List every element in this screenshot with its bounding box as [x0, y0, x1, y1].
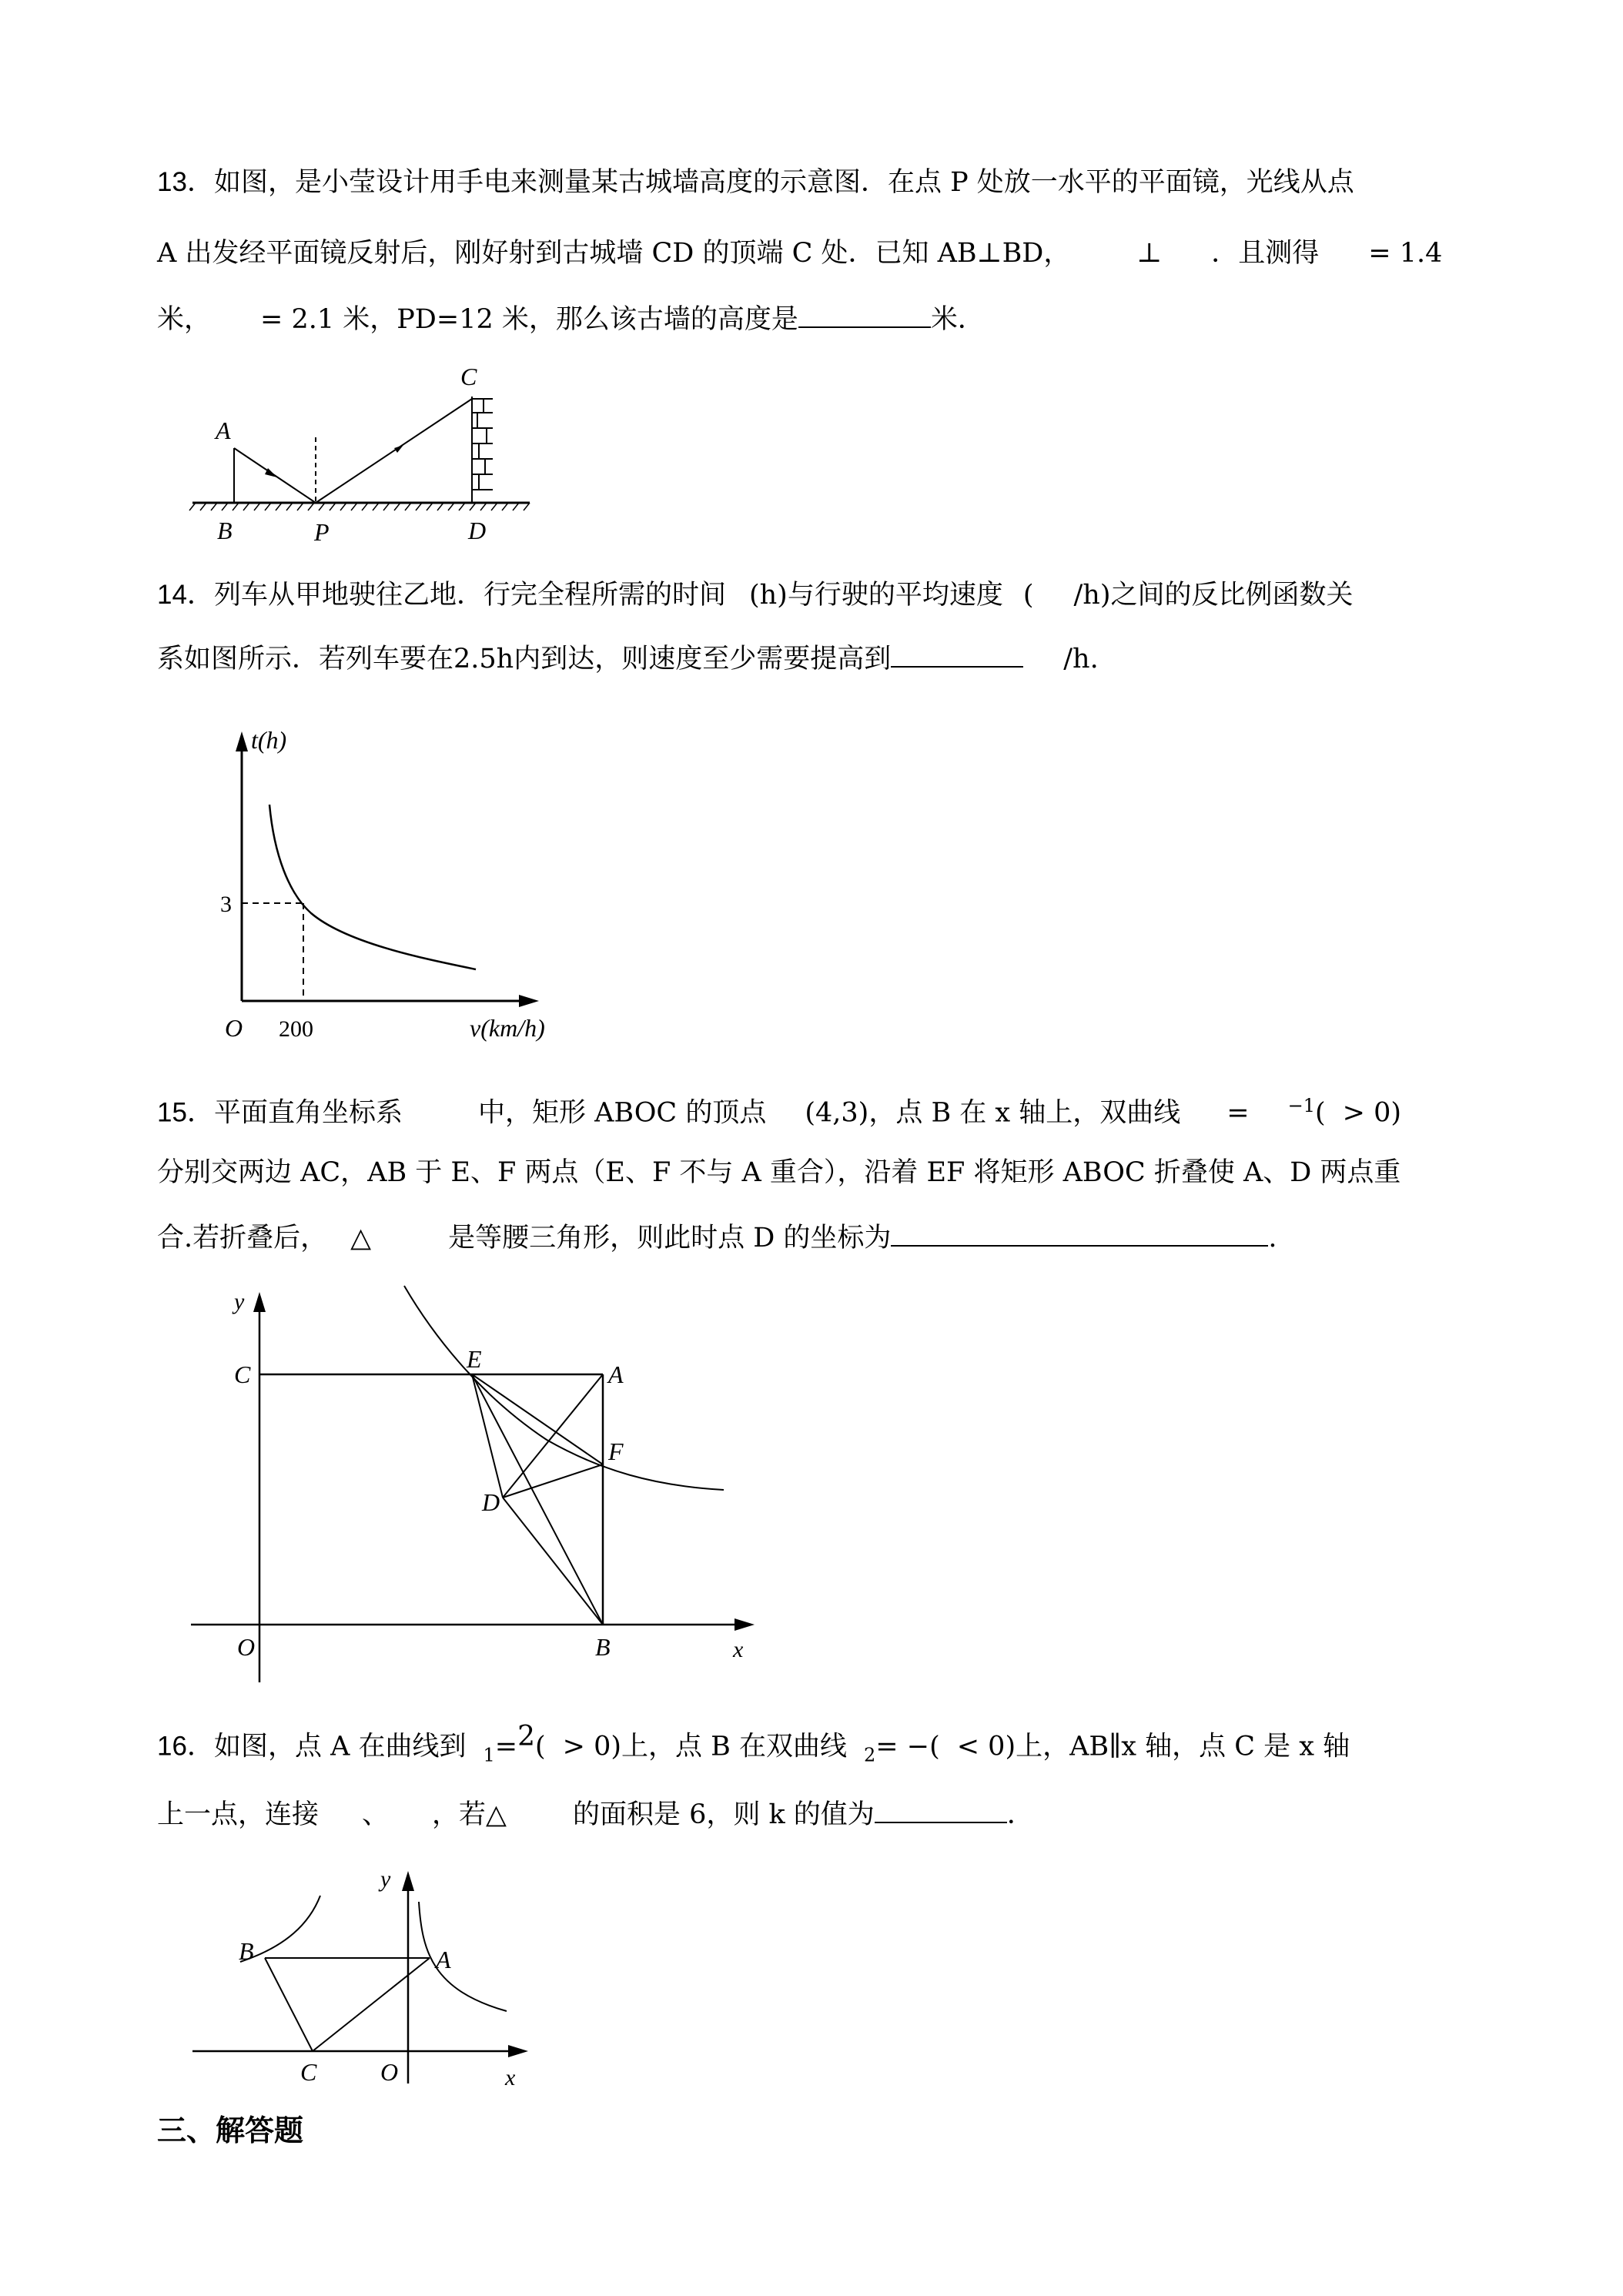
q16-text-2d: 的面积是 6，则 k 的值为	[572, 1799, 875, 1830]
q15-figure	[185, 1278, 770, 1694]
q16-equals-1: =	[494, 1731, 518, 1762]
q15-label-c: C	[234, 1361, 251, 1388]
q16-sub-1: 1	[483, 1744, 495, 1766]
q15-hyperbola	[404, 1286, 724, 1490]
q14-y-axis-label: t(h)	[251, 726, 287, 754]
q16-label-x: x	[505, 2065, 516, 2087]
q16-label-o: O	[380, 2058, 399, 2086]
q16-label-a: A	[436, 1946, 451, 1973]
q13-text-2a: A 出发经平面镜反射后，刚好射到古城墙 CD 的顶端 C 处．已知 AB⊥BD，	[157, 238, 1071, 269]
q16-sub-2: 2	[864, 1744, 876, 1766]
q13-label-b: B	[217, 517, 233, 544]
q13-line3	[157, 302, 985, 336]
q15-label-d: D	[482, 1488, 500, 1516]
q13-perp: ⊥	[1136, 238, 1163, 269]
q14-unit-h: (h)	[748, 580, 788, 611]
q15-text-1b: 中，矩形 ABOC 的顶点	[477, 1097, 767, 1129]
q16-condition-2: < 0)	[956, 1731, 1016, 1762]
q16-line1	[157, 1720, 1350, 1772]
q13-label-a: A	[216, 417, 231, 444]
q16-paren-2: (	[929, 1731, 940, 1762]
q14-origin-label: O	[225, 1014, 243, 1042]
q13-text-3c: 米．	[930, 304, 985, 335]
q15-text-2: 分别交两边 AC，AB 于 E、F 两点（E、F 不与 A 重合），沿着 EF 将矩形 ABOC 折叠使 A、D 两点重	[157, 1157, 1401, 1188]
q16-text-2e: ．	[1006, 1799, 1034, 1830]
q15-text-1d: ，点 B 在 x 轴上，双曲线	[868, 1097, 1181, 1129]
q13-text-3a: 米，	[157, 304, 212, 335]
q16-text-1l: 上，AB∥x 轴，点 C 是 x 轴	[1016, 1731, 1350, 1762]
q15-point-a: (4,3)	[805, 1097, 869, 1129]
q14-inverse-curve	[269, 805, 476, 969]
q15-line2	[157, 1156, 1400, 1190]
q15-label-x: x	[733, 1637, 744, 1662]
q14-graph	[208, 724, 593, 1047]
q14-text-1c: 与行驶的平均速度	[787, 580, 1003, 611]
q15-paren: (	[1315, 1097, 1326, 1129]
section-3-heading: 三、解答题	[157, 2114, 304, 2147]
q15-label-o: O	[237, 1633, 256, 1661]
q14-x-tick-200: 200	[279, 1016, 313, 1042]
q14-line2	[157, 641, 1099, 676]
q16-right-branch	[419, 1902, 507, 2011]
q15-text-3c: 是等腰三角形，则此时点 D 的坐标为	[448, 1223, 892, 1253]
q14-y-tick-3: 3	[220, 892, 232, 917]
q15-text-3a: 合.若折叠后，	[157, 1223, 328, 1253]
q13-label-d: D	[468, 517, 487, 544]
q14-line1	[157, 578, 1354, 612]
q15-label-f: F	[608, 1438, 624, 1465]
q13-answer-blank[interactable]	[798, 302, 931, 328]
q13-line1	[157, 166, 1354, 199]
q15-line3	[157, 1220, 1277, 1255]
q14-unit-perh: /h)	[1073, 580, 1111, 611]
q16-text-2c: ，若△	[432, 1799, 507, 1830]
q13-text-2c: ．且测得	[1211, 238, 1320, 269]
q15-condition: > 0)	[1342, 1097, 1402, 1129]
q14-text-2d: /h.	[1063, 644, 1099, 674]
q16-label-b: B	[239, 1937, 254, 1965]
q16-label-y: y	[380, 1866, 391, 1892]
q15-label-e: E	[467, 1345, 482, 1373]
q13-figure	[185, 354, 539, 547]
q13-line2	[157, 236, 1442, 270]
q15-text-3d: .	[1268, 1223, 1277, 1253]
q16-text-1a: ．如图，点 A 在曲线到	[186, 1731, 467, 1762]
q15-label-b: B	[595, 1633, 611, 1661]
q13-text-3b: = 2.1 米，PD=12 米，那么该古墙的高度是	[260, 304, 798, 335]
q15-number: 15	[157, 1097, 187, 1128]
q15-exponent: −1	[1287, 1095, 1315, 1116]
q13-value-ab: = 1.4	[1368, 238, 1443, 269]
q15-triangle-symbol: △	[350, 1223, 372, 1253]
q13-label-p: P	[314, 518, 330, 546]
q14-text-1a: ．列车从甲地驶往乙地．行完全程所需的时间	[186, 580, 726, 611]
q16-condition-1: > 0)	[562, 1731, 622, 1762]
q14-paren: (	[1022, 580, 1034, 611]
q16-number: 16	[157, 1731, 187, 1762]
q14-text-2a: 系如图所示．若列车要在	[157, 644, 454, 674]
q14-number: 14	[157, 580, 187, 610]
q16-comma: 、	[362, 1799, 390, 1830]
q16-paren-1: (	[534, 1731, 546, 1762]
q13-number: 13	[157, 167, 187, 197]
q16-text-2a: 上一点，连接	[157, 1799, 320, 1830]
q15-answer-blank[interactable]	[891, 1220, 1268, 1247]
q15-line1	[157, 1089, 1401, 1130]
q13-label-c: C	[460, 363, 477, 390]
q16-answer-blank[interactable]	[875, 1797, 1007, 1823]
q14-x-axis-label: v(km/h)	[470, 1014, 545, 1042]
q16-line2	[157, 1797, 1034, 1832]
q14-text-2c: 内到达，则速度至少需要提高到	[514, 644, 892, 674]
q14-answer-blank[interactable]	[891, 641, 1023, 668]
q16-text-1g: 上，点 B 在双曲线	[621, 1731, 847, 1762]
q15-equals: =	[1226, 1097, 1250, 1129]
q16-figure	[185, 1856, 547, 2087]
q15-label-a: A	[608, 1361, 624, 1388]
q16-numerator: 2	[517, 1721, 535, 1752]
q14-text-1f: 之间的反比例函数关	[1110, 580, 1354, 611]
q15-text-1a: ．平面直角坐标系	[186, 1097, 403, 1129]
q14-time-value: 2.5h	[453, 644, 514, 674]
q16-label-c: C	[300, 2058, 317, 2086]
q13-text-1: ．如图，是小莹设计用手电来测量某古城墙高度的示意图．在点 P 处放一水平的平面镜，光线从点	[186, 167, 1354, 198]
q15-label-y: y	[234, 1289, 245, 1314]
q16-equals-2: = −	[875, 1731, 930, 1762]
